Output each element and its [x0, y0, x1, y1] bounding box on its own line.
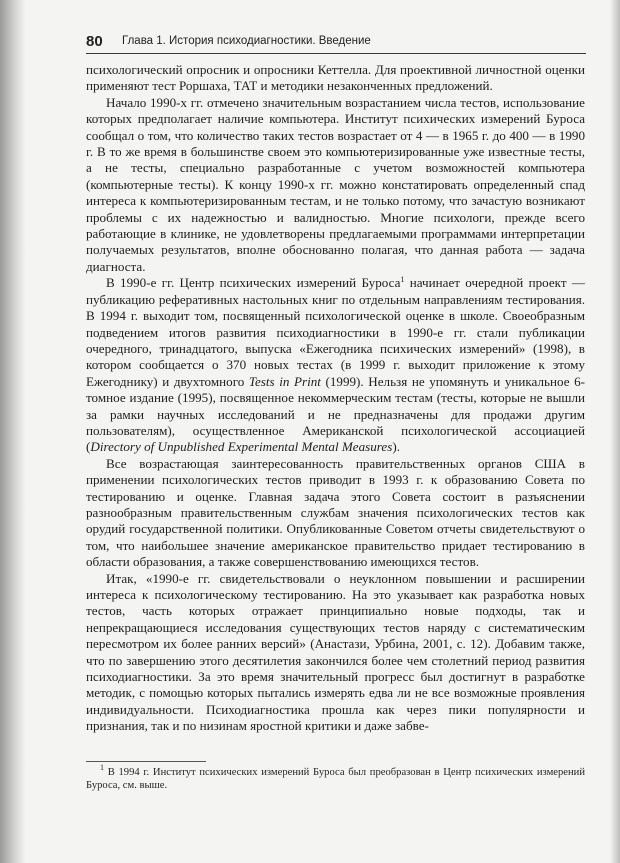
- paragraph-3-text-after: начинает очередной проект — публикацию реферативных настольных книг по отдельным направлениям тестирования. В 1994 г. выходит том, посвященный психологической оценке в школе. Своеобразным подведением итогов развития психодиагностики в 1990-е гг. стали публикации очередного, тринадцатого, выпуска «Ежегодника психических измерений» (1998), в котором сообщается о 370 новых тестах (в 1999 г. выходит приложение к этому Ежегоднику) и двухтомного: [86, 275, 585, 389]
- page-number: 80: [86, 33, 103, 50]
- paragraph-3-text-before: В 1990-е гг. Центр психических измерений Буроса: [106, 275, 401, 291]
- book-title-directory: Directory of Unpublished Experimental Mental Measures: [90, 439, 393, 455]
- paragraph-4: Все возрастающая заинтересованность правительственных органов США в применении психологических тестов приводит в 1993 г. к образованию Совета по тестированию и оценке. Главная задача этого Совета состоит в разъяснении разнообразным правительственным службам значения психологических тестов как орудий государственной политики. Опубликованные Советом отчеты свидетельствуют о том, что наибольшее значение американское правительство придает тестированию в области образования, а также совершенствованию имеющихся тестов.: [86, 455, 585, 570]
- page-edge-shadow: [610, 0, 620, 863]
- footnote-marker: 1: [100, 763, 104, 772]
- paragraph-3: [86, 275, 585, 455]
- footnote-reference: 1: [400, 275, 405, 285]
- footnote: [86, 763, 585, 792]
- running-head: Глава 1. История психодиагностики. Введение: [122, 35, 371, 47]
- page-header: [86, 33, 586, 54]
- binding-gutter-shadow: [0, 0, 26, 863]
- paragraph-1: психологический опросник и опросники Кеттелла. Для проективной личностной оценки применяют тест Роршаха, ТАТ и методики незаконченных предложений.: [86, 62, 585, 94]
- book-title-tests-in-print: Tests in Print: [248, 373, 321, 389]
- footnote-divider: [86, 761, 206, 762]
- paragraph-5: Итак, «1990-е гг. свидетельствовали о неуклонном повышении и расширении интереса к психологическому тестированию. На это указывает как разработка новых тестов, часть которых отражает принципиально новые подходы, так и непрекращающиеся исследования существующих тестов наряду с систематическим пересмотром их более ранних версий» (Анастази, Урбина, 2001, с. 12). Добавим также, что по завершению этого десятилетия закончился более чем столетний период развития психодиагностики. За это время значительный прогресс был достигнут в разработке методик, с помощью которых пытались измерять едва ли не все возможные проявления индивидуальности. Психодиагностика прошла как через пики популярности и признания, так и по низинам яростной критики и даже забве-: [86, 570, 585, 734]
- body-text: [86, 62, 585, 735]
- paragraph-2: Начало 1990-х гг. отмечено значительным возрастанием числа тестов, использование которых предполагает наличие компьютера. Институт психических измерений Буроса сообщал о том, что количество таких тестов возрастает от 4 — в 1965 г. до 400 — в 1990 г. В то же время в большинстве своем это компьютеризированные уже известные тесты, а не тесты, специально разработанные с учетом возможностей компьютера (компьютерные тесты). К концу 1990-х гг. можно констатировать определенный спад интереса к компьютеризированным тестам, и не только потому, что зачастую возникают проблемы с их надежностью и валидностью. Многие психологи, прежде всего работающие в клинике, не удовлетворены предлагаемыми программами интерпретации получаемых результатов, вполне обоснованно полагая, что данная работа — задача диагноста.: [86, 94, 585, 274]
- paragraph-3-text-mid: (1999). Нельзя не упомянуть и уникальное 6-томное издание (1995), посвященное некоммерческим тестам (тесты, которые не вышли за рамки научных исследований и не предназначены для продажи другим пользователям), осуществленное Американской психологической ассоциацией (: [86, 373, 586, 455]
- paragraph-3-text-end: ).: [392, 439, 400, 455]
- footnote-text: В 1994 г. Институт психических измерений Буроса был преобразован в Центр психических измерений Буроса, см. выше.: [86, 767, 585, 791]
